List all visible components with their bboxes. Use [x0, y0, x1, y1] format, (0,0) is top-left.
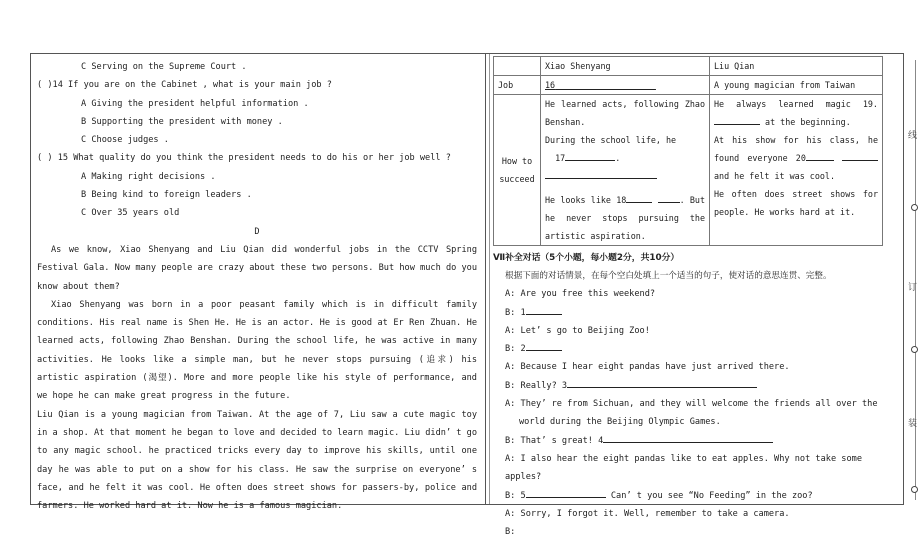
blank-16[interactable]: 16	[545, 80, 556, 90]
job-liu-cell: A young magician from Taiwan	[710, 76, 883, 95]
table-row-job	[494, 76, 883, 95]
section-d-heading: D	[254, 226, 260, 237]
header-xiao: Xiao Shenyang	[541, 57, 710, 76]
dialogue-text: B: That’ s great! 4	[505, 435, 604, 446]
dialogue-text: world during the Beijing Olympic Games.	[519, 417, 721, 428]
blank-19[interactable]	[714, 114, 760, 125]
answer-blank[interactable]	[526, 304, 562, 315]
liu-sentence-1	[714, 95, 878, 131]
option-15b: B Being kind to foreign leaders .	[81, 190, 252, 201]
question-15: ( ) 15 What quality do you think the president needs to do his or her job well ?	[37, 153, 451, 164]
answer-blank[interactable]	[526, 340, 562, 351]
xiao-sentence-2: During the school life, he 17 .	[545, 131, 705, 185]
exam-page	[30, 53, 904, 538]
xiao-sentence-2-text: During the school life, he	[545, 135, 677, 145]
dialogue-text: A: Sorry, I forgot it. Well, remember to take a camera.	[505, 508, 790, 519]
dialogue-line	[493, 487, 885, 505]
dialogue-line	[493, 432, 885, 450]
dialogue-text: B: 5	[505, 490, 526, 501]
blank-20[interactable]	[806, 150, 834, 161]
margin-mark-mid: 订	[908, 283, 918, 293]
column-divider	[485, 54, 486, 504]
xiao-sentence-3-end: . But he never stops pursuing the artistic aspiration.	[545, 195, 705, 241]
job-xiao-cell	[541, 76, 710, 95]
liu-sentence-1-text: He always learned magic	[714, 99, 851, 109]
dialogue-line	[493, 505, 885, 523]
right-column	[493, 56, 885, 541]
margin-mark-top: 线	[908, 131, 918, 141]
dialogue-line	[493, 523, 885, 541]
answer-blank[interactable]	[603, 432, 773, 443]
binding-hole	[911, 486, 918, 493]
option-15a: A Making right decisions .	[81, 171, 216, 182]
passage-paragraph-1: As we know, Xiao Shenyang and Liu Qian did wonderful jobs in the CCTV Spring Festival Gala. Now many people are crazy about these two persons. But how much do you know about them?	[37, 244, 477, 292]
answer-blank[interactable]	[567, 377, 757, 388]
table-corner-cell	[494, 57, 541, 76]
liu-sentence-3: He often does street shows for people. He works hard at it.	[714, 189, 878, 217]
dialogue-line	[493, 377, 885, 395]
table-header-row	[494, 57, 883, 76]
dialogue-line	[493, 340, 885, 358]
option-15c: C Over 35 years old	[81, 208, 180, 219]
dialogue-text-after: Can’ t you see “No Feeding” in the zoo?	[605, 490, 813, 501]
row-label-succeed	[494, 95, 541, 246]
blank-18-number: 18	[616, 195, 627, 205]
dialogue-line	[493, 304, 885, 322]
liu-sentence-2	[714, 131, 878, 185]
option-14b: B Supporting the president with money .	[81, 116, 283, 127]
succeed-liu-cell	[710, 95, 883, 246]
xiao-sentence-3-text: He looks like	[545, 195, 611, 205]
dialogue-text: B: 1	[505, 307, 526, 318]
dialogue-line	[493, 285, 885, 303]
dialogue	[493, 267, 885, 541]
blank-18-continued[interactable]	[658, 192, 680, 203]
column-divider-inner	[489, 54, 490, 504]
question-14: ( )14 If you are on the Cabinet , what is your main job ?	[37, 80, 332, 91]
option-13c: C Serving on the Supreme Court .	[81, 62, 247, 72]
xiao-sentence-1: He learned acts, following Zhao Benshan.	[545, 99, 705, 127]
blank-18[interactable]	[626, 192, 652, 203]
margin-mark-bottom: 装	[908, 419, 918, 429]
comparison-table	[493, 56, 883, 246]
section-7-instruction: 根据下面的对话情景，在每个空白处填上一个适当的句子，使对话的意思连贯、完整。	[505, 271, 832, 281]
passage-paragraph-3: Liu Qian is a young magician from Taiwan. At the age of 7, Liu saw a cute magic toy in a shop. At that moment he began to love and decided to learn magic. Liu didn’ t go to any magic school. he practiced tricks every day to improve his skills, until one day he was able to put on a show for his class. He saw the surprise on everyone’ s face, and he felt it was cool. He often does street shows for passers-by, police and farmers. He worked hard at it. Now he is a famous magician.	[37, 409, 477, 512]
blank-19-number: 19.	[862, 99, 878, 109]
option-14c: C Choose judges .	[81, 135, 169, 146]
binding-hole	[911, 346, 918, 353]
dialogue-line	[493, 450, 885, 487]
dialogue-line	[493, 322, 885, 340]
binding-hole	[911, 204, 918, 211]
blank-20-continued[interactable]	[842, 150, 878, 161]
dialogue-text: B:	[505, 527, 516, 538]
dialogue-text: A: Because I hear eight pandas have just arrived there.	[505, 362, 790, 373]
dialogue-text: B: 2	[505, 344, 526, 355]
liu-sentence-2-text: At his show for his class, he found everyone	[714, 135, 878, 163]
blank-17-continued[interactable]	[545, 168, 657, 179]
dialogue-line	[493, 395, 885, 413]
blank-17[interactable]	[565, 150, 615, 161]
liu-sentence-2-end: and he felt it was cool.	[714, 171, 836, 181]
dialogue-line	[493, 413, 885, 431]
row-label-succeed-line2: succeed	[499, 174, 535, 184]
xiao-sentence-3	[545, 191, 705, 245]
passage-paragraph-2: Xiao Shenyang was born in a poor peasant family which is in difficult family conditions. His real name is Shen He. He is an actor. He is good at Er Ren Zhuan. He learned acts, following Zhao Benshan. During the school life, he was active in many activities. He looks like a simple man, but he never stops pursuing (追求) his artistic aspiration (渴望). More and more people like his style of performance, and we hope he can make great progress in the future.	[37, 299, 477, 402]
left-column	[37, 58, 477, 515]
blank-17-number: 17	[555, 153, 566, 163]
dialogue-line	[493, 358, 885, 376]
row-label-job: Job	[494, 76, 541, 95]
blank-20-number: 20	[795, 153, 806, 163]
succeed-xiao-cell	[541, 95, 710, 246]
table-row-succeed	[494, 95, 883, 246]
dialogue-text: A: They’ re from Sichuan, and they will welcome the friends all over the	[505, 399, 878, 410]
dialogue-text: A: I also hear the eight pandas like to eat apples. Why not take some apples?	[505, 453, 862, 483]
option-14a: A Giving the president helpful information .	[81, 98, 309, 109]
dialogue-text: A: Are you free this weekend?	[505, 289, 656, 300]
dialogue-lines	[493, 285, 885, 541]
dialogue-text: A: Let’ s go to Beijing Zoo!	[505, 325, 650, 336]
row-label-succeed-line1: How to	[501, 156, 533, 166]
section-7-title: Ⅶ补全对话（5个小题，每小题2分，共10分）	[493, 253, 680, 263]
header-liu: Liu Qian	[710, 57, 883, 76]
answer-blank[interactable]	[526, 487, 606, 498]
dialogue-text: B: Really? 3	[505, 380, 568, 391]
liu-sentence-1-end: at the beginning.	[765, 117, 851, 127]
